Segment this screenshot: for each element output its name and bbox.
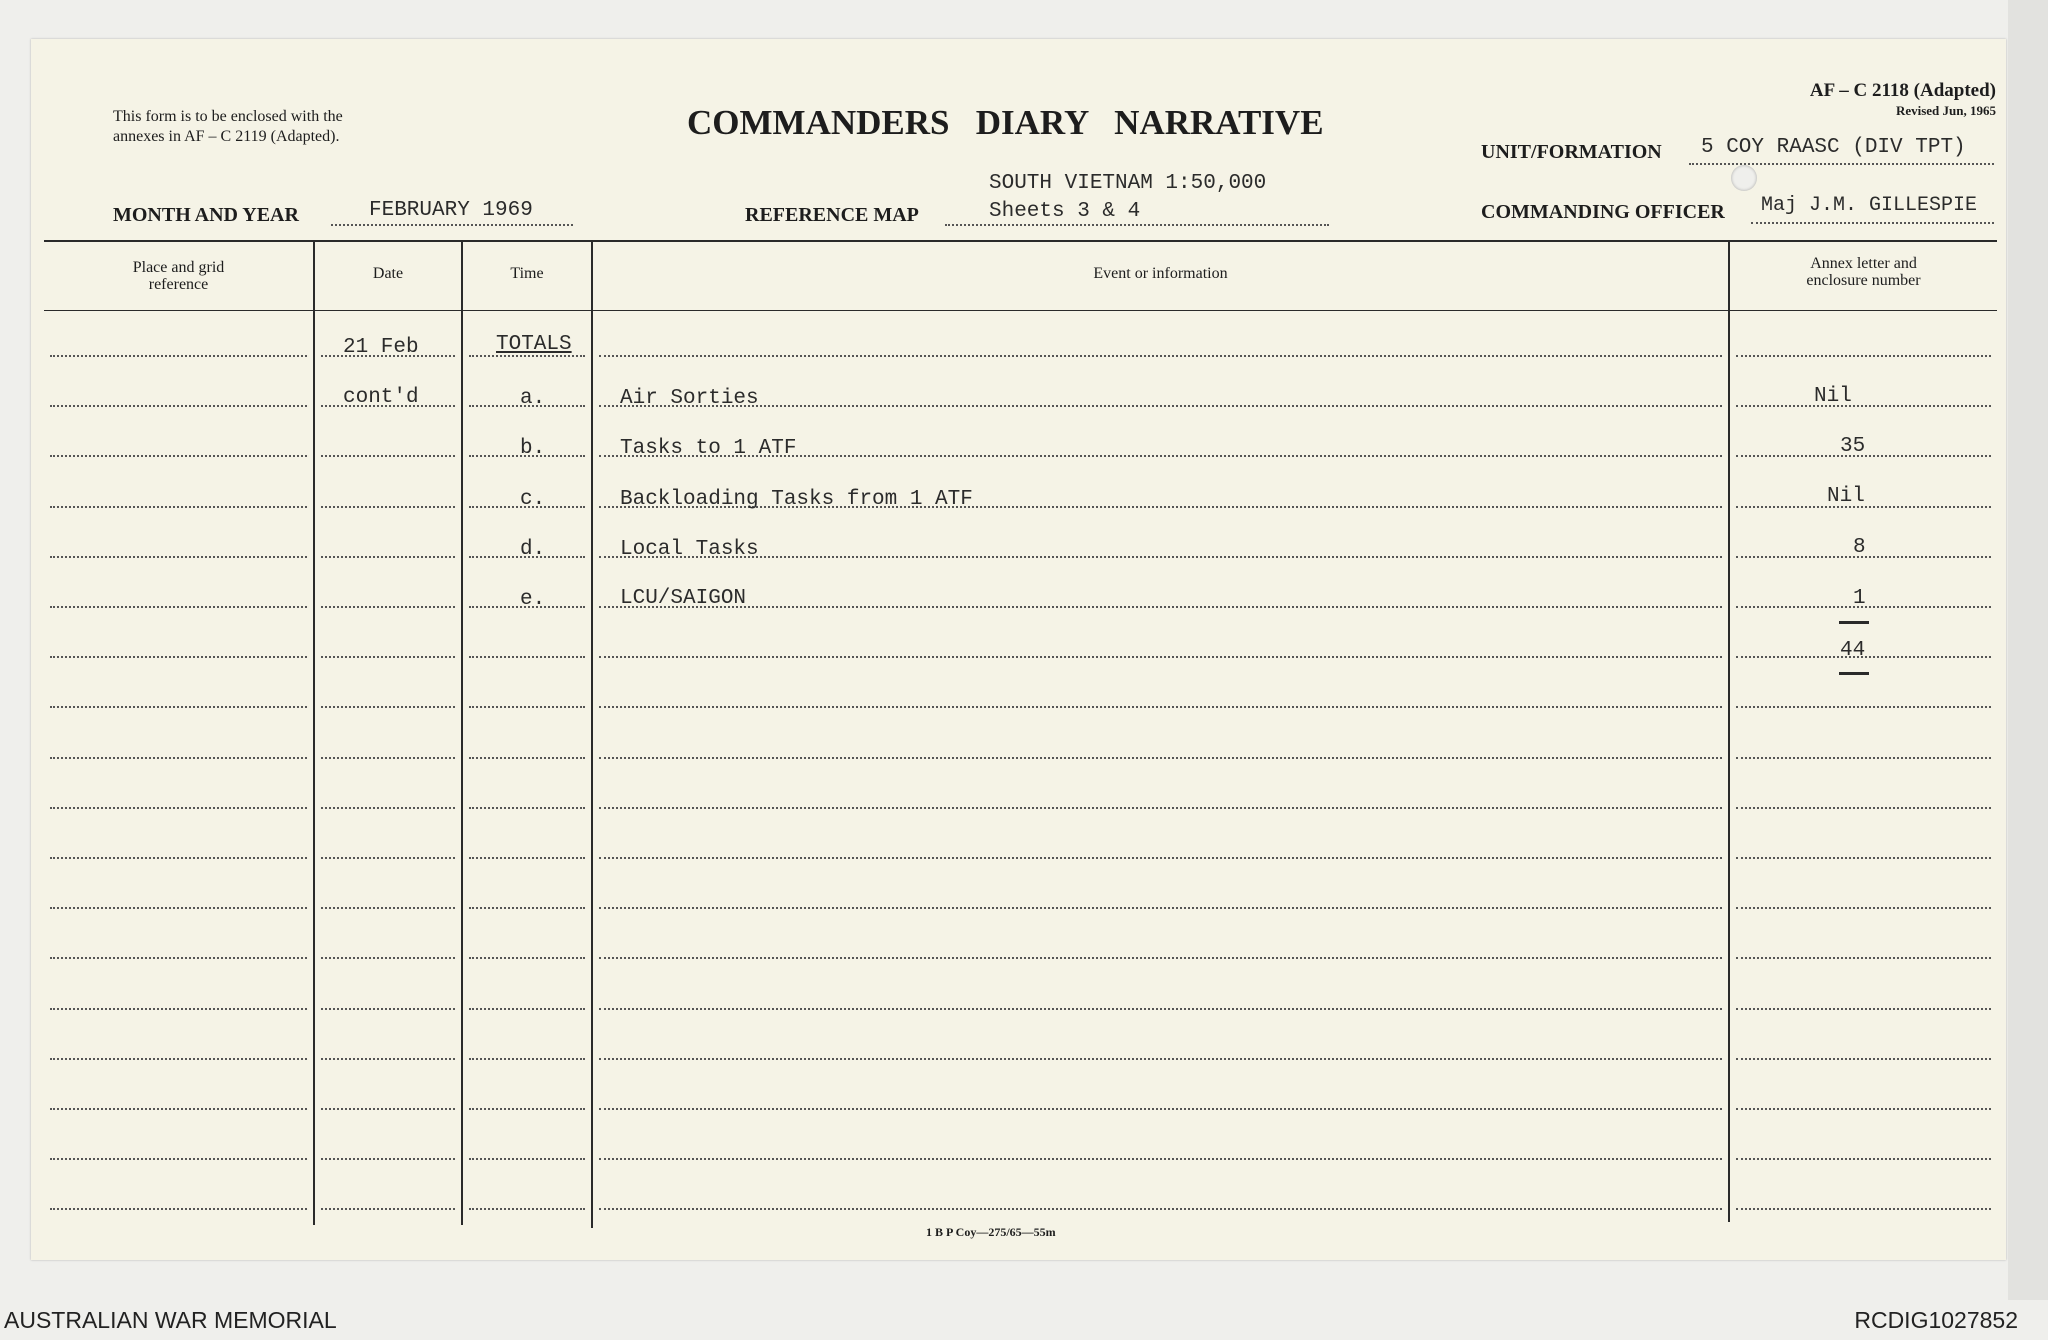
row-dotted-line bbox=[50, 957, 307, 959]
row-dotted-line bbox=[469, 757, 585, 759]
form-title: COMMANDERS DIARY NARRATIVE bbox=[687, 103, 1324, 142]
row-dotted-line bbox=[321, 506, 455, 508]
row-dotted-line bbox=[50, 606, 307, 608]
commanding-officer-dotted-line bbox=[1751, 222, 1994, 224]
row-3-annex: 35 bbox=[1840, 435, 1866, 458]
row-dotted-line bbox=[50, 455, 307, 457]
row-4-annex: Nil bbox=[1827, 485, 1865, 508]
row-dotted-line bbox=[469, 656, 585, 658]
row-dotted-line bbox=[469, 957, 585, 959]
row-dotted-line bbox=[1736, 1158, 1991, 1160]
commanding-officer-value: Maj J.M. GILLESPIE bbox=[1761, 194, 1978, 217]
row-2-annex: Nil bbox=[1814, 385, 1852, 408]
printer-imprint: 1 B P Coy—275/65—55m bbox=[926, 1225, 1056, 1239]
row-6-annex: 1 bbox=[1853, 587, 1866, 610]
row-dotted-line bbox=[321, 1008, 455, 1010]
row-dotted-line bbox=[50, 656, 307, 658]
row-dotted-line bbox=[321, 757, 455, 759]
unit-label: UNIT/FORMATION bbox=[1481, 141, 1662, 163]
row-dotted-line bbox=[1736, 957, 1991, 959]
row-dotted-line bbox=[50, 1008, 307, 1010]
unit-value: 5 COY RAASC (DIV TPT) bbox=[1701, 136, 1966, 159]
column-divider-4 bbox=[1728, 240, 1730, 1222]
row-dotted-line bbox=[599, 1058, 1722, 1060]
punch-hole bbox=[1731, 165, 1757, 191]
row-dotted-line bbox=[1736, 1058, 1991, 1060]
row-2-time: a. bbox=[520, 387, 546, 410]
reference-map-value-2: Sheets 3 & 4 bbox=[989, 200, 1141, 223]
row-dotted-line bbox=[1736, 907, 1991, 909]
row-3-event: Tasks to 1 ATF bbox=[620, 437, 797, 460]
row-dotted-line bbox=[50, 1058, 307, 1060]
scan-background-edge bbox=[2008, 0, 2048, 1300]
table-top-rule bbox=[44, 240, 1997, 242]
row-6-time: e. bbox=[520, 588, 546, 611]
row-6-event: LCU/SAIGON bbox=[620, 587, 747, 610]
form-number: AF – C 2118 (Adapted) bbox=[1809, 80, 1996, 101]
row-dotted-line bbox=[50, 807, 307, 809]
row-dotted-line bbox=[599, 1108, 1722, 1110]
row-dotted-line bbox=[469, 807, 585, 809]
subtotal-rule bbox=[1839, 621, 1869, 624]
row-1-date: 21 Feb bbox=[343, 336, 419, 359]
footer-archive-name: AUSTRALIAN WAR MEMORIAL bbox=[4, 1307, 337, 1333]
month-label: MONTH AND YEAR bbox=[113, 204, 299, 226]
table-header-rule bbox=[44, 310, 1997, 311]
reference-map-label: REFERENCE MAP bbox=[745, 204, 919, 226]
row-dotted-line bbox=[599, 1008, 1722, 1010]
row-dotted-line bbox=[469, 1058, 585, 1060]
row-1-time: TOTALS bbox=[496, 333, 572, 356]
row-dotted-line bbox=[50, 1208, 307, 1210]
month-value: FEBRUARY 1969 bbox=[369, 199, 533, 222]
header-annex-line-1: Annex letter and bbox=[1810, 255, 1917, 272]
row-dotted-line bbox=[469, 706, 585, 708]
row-dotted-line bbox=[469, 857, 585, 859]
row-dotted-line bbox=[599, 606, 1722, 608]
column-divider-2 bbox=[461, 240, 463, 1225]
footer-record-id: RCDIG1027852 bbox=[1854, 1307, 2018, 1333]
total-rule bbox=[1839, 672, 1869, 675]
row-dotted-line bbox=[50, 405, 307, 407]
row-5-annex: 8 bbox=[1853, 536, 1866, 559]
row-dotted-line bbox=[321, 857, 455, 859]
row-dotted-line bbox=[599, 957, 1722, 959]
header-date: Date bbox=[372, 265, 404, 282]
row-dotted-line bbox=[321, 1058, 455, 1060]
row-dotted-line bbox=[1736, 857, 1991, 859]
row-2-date: cont'd bbox=[343, 386, 419, 409]
row-dotted-line bbox=[599, 857, 1722, 859]
row-dotted-line bbox=[599, 656, 1722, 658]
row-dotted-line bbox=[599, 405, 1722, 407]
row-dotted-line bbox=[50, 355, 307, 357]
row-dotted-line bbox=[1736, 1208, 1991, 1210]
row-dotted-line bbox=[50, 757, 307, 759]
row-dotted-line bbox=[321, 455, 455, 457]
row-dotted-line bbox=[1736, 757, 1991, 759]
header-event: Event or information bbox=[1093, 265, 1228, 282]
header-time: Time bbox=[510, 265, 544, 282]
header-annex bbox=[1730, 255, 1997, 289]
row-dotted-line bbox=[469, 1158, 585, 1160]
reference-map-value-1: SOUTH VIETNAM 1:50,000 bbox=[989, 172, 1267, 195]
column-divider-1 bbox=[313, 240, 315, 1225]
row-dotted-line bbox=[1736, 807, 1991, 809]
row-dotted-line bbox=[599, 1208, 1722, 1210]
row-dotted-line bbox=[599, 907, 1722, 909]
row-dotted-line bbox=[1736, 1108, 1991, 1110]
row-dotted-line bbox=[321, 957, 455, 959]
row-dotted-line bbox=[321, 1108, 455, 1110]
row-dotted-line bbox=[599, 757, 1722, 759]
month-dotted-line bbox=[331, 224, 573, 226]
row-dotted-line bbox=[321, 1158, 455, 1160]
row-dotted-line bbox=[599, 807, 1722, 809]
header-annex-line-2: enclosure number bbox=[1806, 272, 1921, 289]
form-note-line-2: annexes in AF – C 2119 (Adapted). bbox=[113, 128, 340, 145]
commanding-officer-label: COMMANDING OFFICER bbox=[1481, 201, 1725, 223]
header-place-line-1: Place and grid bbox=[132, 259, 225, 276]
row-dotted-line bbox=[469, 1108, 585, 1110]
row-dotted-line bbox=[1736, 405, 1991, 407]
header-place bbox=[44, 259, 313, 293]
row-dotted-line bbox=[50, 506, 307, 508]
row-dotted-line bbox=[50, 706, 307, 708]
row-dotted-line bbox=[50, 1158, 307, 1160]
row-dotted-line bbox=[599, 355, 1722, 357]
row-dotted-line bbox=[599, 1158, 1722, 1160]
row-dotted-line bbox=[50, 1108, 307, 1110]
form-note bbox=[113, 107, 343, 147]
row-dotted-line bbox=[1736, 1008, 1991, 1010]
row-5-event: Local Tasks bbox=[620, 538, 759, 561]
row-5-time: d. bbox=[520, 538, 546, 561]
row-dotted-line bbox=[1736, 355, 1991, 357]
row-dotted-line bbox=[321, 706, 455, 708]
unit-dotted-line bbox=[1689, 163, 1994, 165]
row-dotted-line bbox=[50, 907, 307, 909]
row-4-event: Backloading Tasks from 1 ATF bbox=[620, 488, 973, 511]
row-dotted-line bbox=[469, 1008, 585, 1010]
row-dotted-line bbox=[50, 556, 307, 558]
row-dotted-line bbox=[321, 656, 455, 658]
row-dotted-line bbox=[321, 556, 455, 558]
form-note-line-1: This form is to be enclosed with the bbox=[113, 108, 343, 125]
column-divider-3 bbox=[591, 240, 593, 1228]
row-dotted-line bbox=[321, 907, 455, 909]
diary-form-sheet bbox=[31, 39, 2006, 1260]
row-4-time: c. bbox=[520, 488, 546, 511]
row-3-time: b. bbox=[520, 437, 546, 460]
reference-map-dotted-line bbox=[945, 224, 1329, 226]
row-dotted-line bbox=[469, 907, 585, 909]
row-7-annex: 44 bbox=[1840, 639, 1866, 662]
row-dotted-line bbox=[321, 1208, 455, 1210]
row-dotted-line bbox=[1736, 706, 1991, 708]
row-dotted-line bbox=[321, 606, 455, 608]
row-dotted-line bbox=[321, 807, 455, 809]
row-2-event: Air Sorties bbox=[620, 387, 759, 410]
row-dotted-line bbox=[50, 857, 307, 859]
row-dotted-line bbox=[599, 556, 1722, 558]
row-dotted-line bbox=[469, 1208, 585, 1210]
row-dotted-line bbox=[599, 706, 1722, 708]
revised-date: Revised Jun, 1965 bbox=[1895, 103, 1996, 118]
header-place-line-2: reference bbox=[148, 276, 209, 293]
